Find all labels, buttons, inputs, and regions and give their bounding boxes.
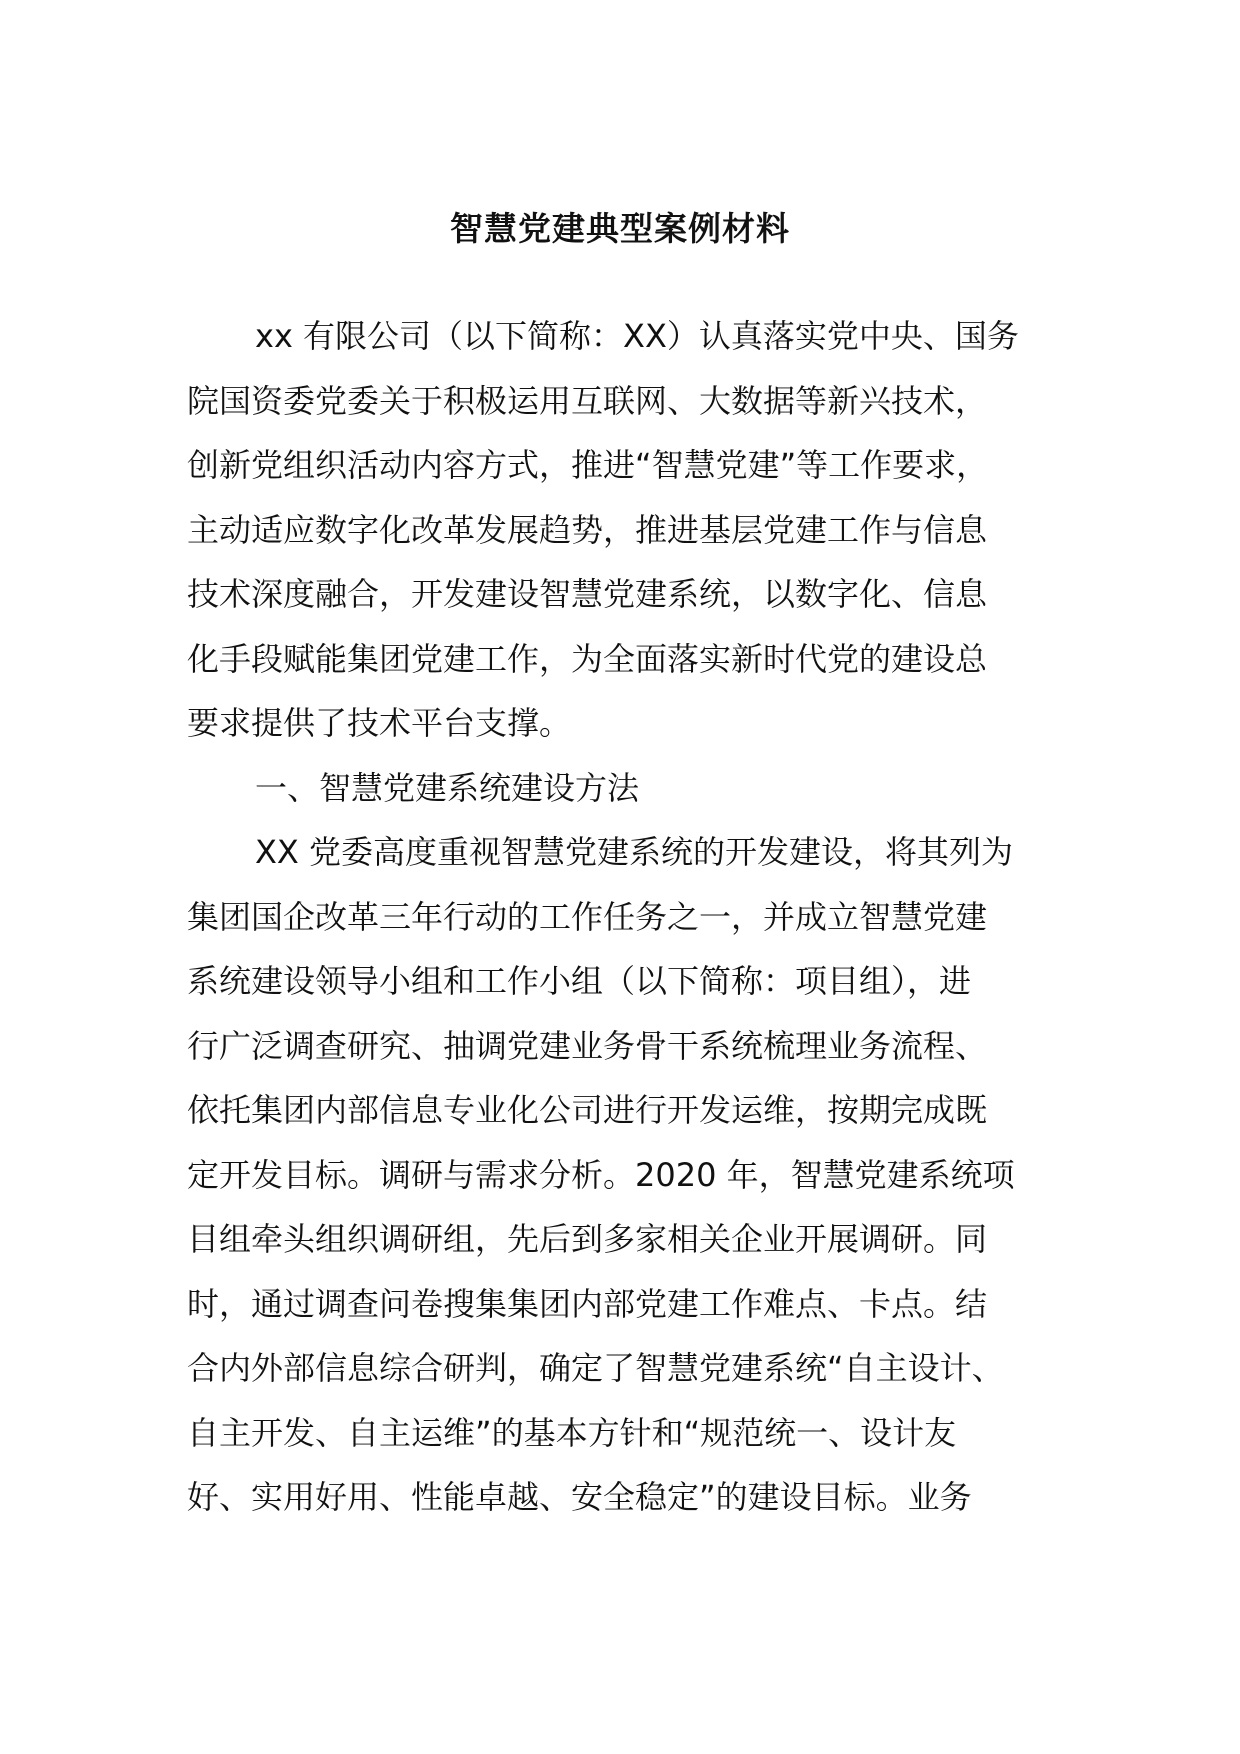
paragraph-line: 要求提供了技术平台支撑。 [187,704,572,742]
paragraph-line: 好、实用好用、性能卓越、安全稳定”的建设目标。业务 [187,1478,972,1516]
paragraph-line: 创新党组织活动内容方式，推进“智慧党建”等工作要求， [187,446,989,484]
paragraph-line: 合内外部信息综合研判，确定了智慧党建系统“自主设计、 [187,1349,1004,1387]
paragraph-line: 主动适应数字化改革发展趋势，推进基层党建工作与信息 [187,510,988,549]
paragraph-line: 技术深度融合，开发建设智慧党建系统，以数字化、信息 [187,575,988,613]
paragraph-line: 系统建设领导小组和工作小组（以下简称：项目组），进 [187,962,972,1000]
document-body [187,304,1067,1530]
section-heading: 一、智慧党建系统建设方法 [255,768,640,807]
paragraph-line: 定开发目标。调研与需求分析。2020 年，智慧党建系统项 [187,1155,1015,1194]
paragraph-line: 依托集团内部信息专业化公司进行开发运维，按期完成既 [187,1091,988,1129]
paragraph-line: 化手段赋能集团党建工作，为全面落实新时代党的建设总 [187,639,988,678]
paragraph-line: 时，通过调查问卷搜集集团内部党建工作难点、卡点。结 [187,1284,988,1323]
paragraph-line: xx 有限公司（以下简称：XX）认真落实党中央、国务 [255,317,1019,355]
paragraph-line: 院国资委党委关于积极运用互联网、大数据等新兴技术， [187,381,988,420]
paragraph-line: 集团国企改革三年行动的工作任务之一，并成立智慧党建 [187,897,988,936]
document-title: 智慧党建典型案例材料 [450,209,790,248]
paragraph-line: 行广泛调查研究、抽调党建业务骨干系统梳理业务流程、 [187,1026,988,1065]
paragraph-line: 自主开发、自主运维”的基本方针和“规范统一、设计友 [187,1413,957,1452]
paragraph-line: XX 党委高度重视智慧党建系统的开发建设，将其列为 [255,833,1014,871]
paragraph-line: 目组牵头组织调研组，先后到多家相关企业开展调研。同 [187,1220,988,1258]
